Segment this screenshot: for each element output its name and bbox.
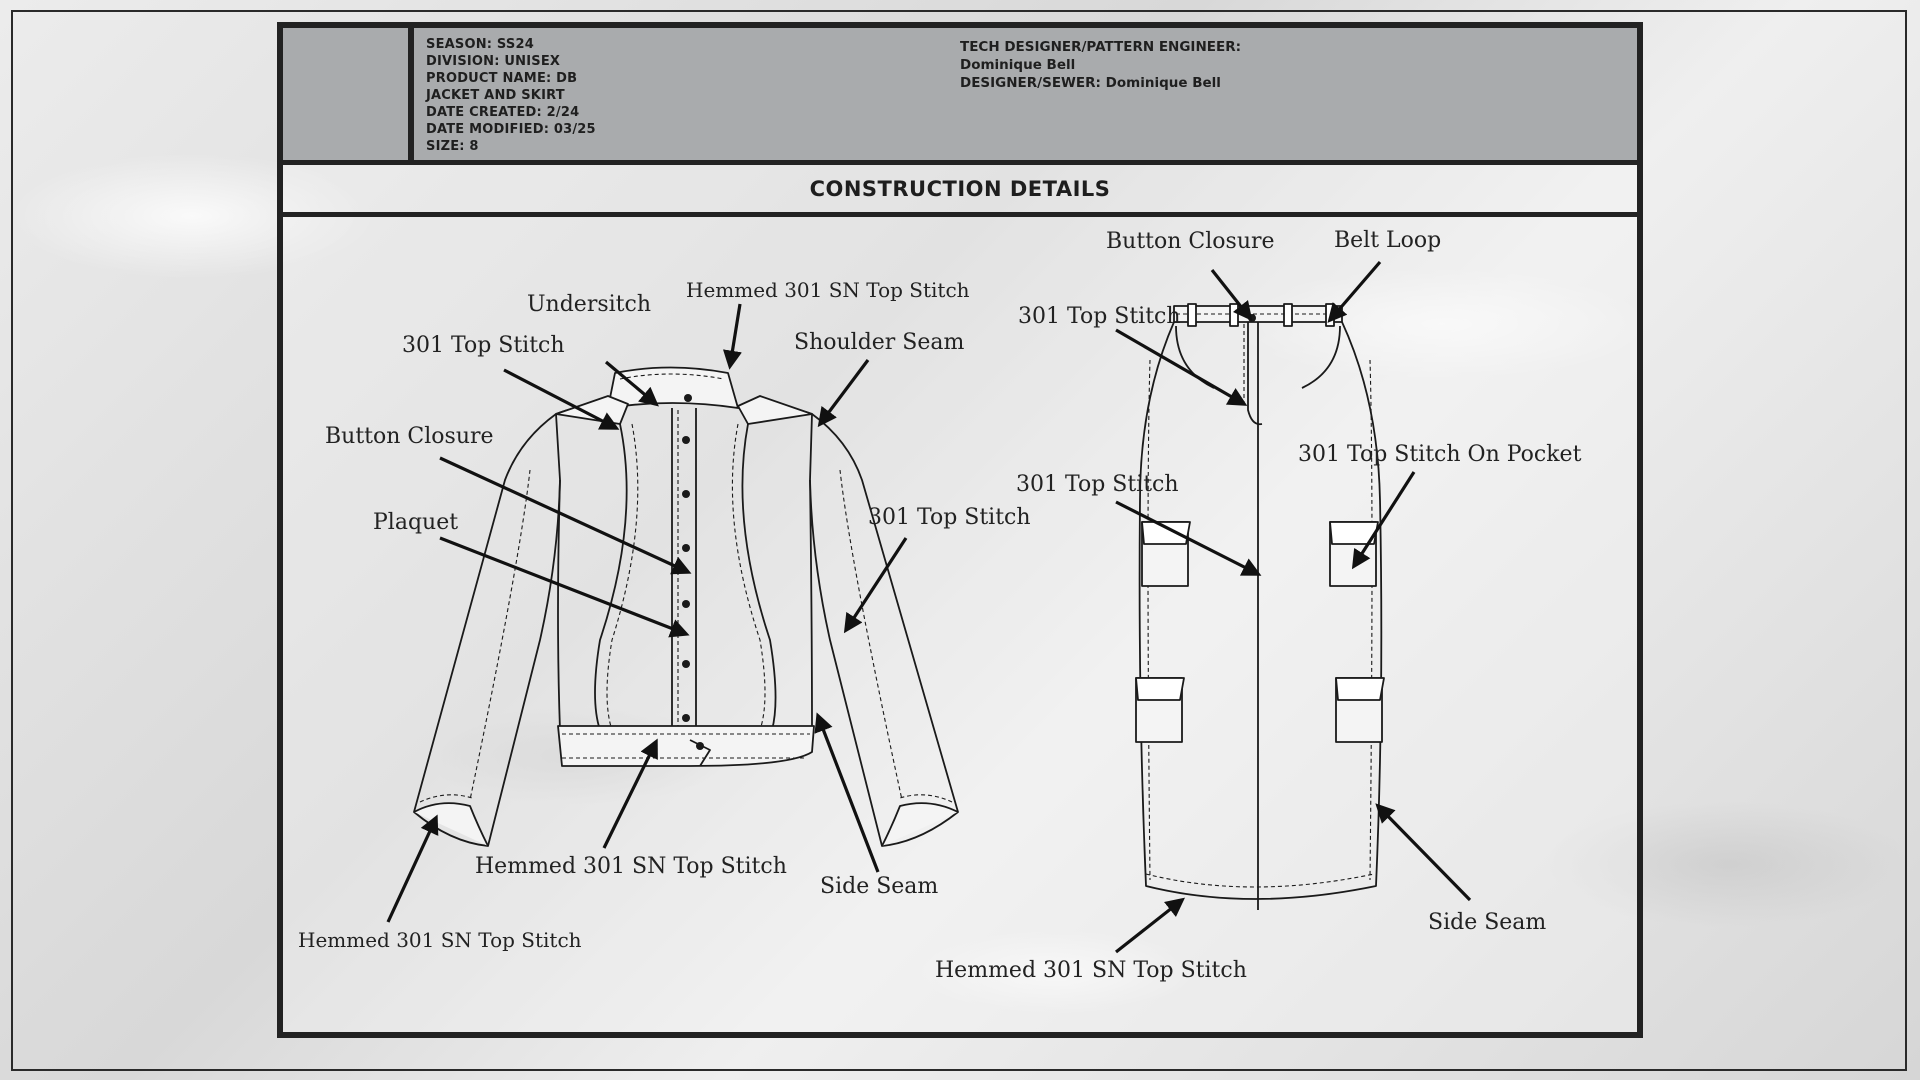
tech-designer-label: TECH DESIGNER/PATTERN ENGINEER: <box>960 39 1241 55</box>
label-hemmed-cuff: Hemmed 301 SN Top Stitch <box>298 928 582 952</box>
tech-designer-name: Dominique Bell <box>960 57 1076 73</box>
callout-arrows <box>388 262 1470 952</box>
division-line: DIVISION: UNISEX <box>426 54 561 69</box>
product-name-line: PRODUCT NAME: DB <box>426 71 578 86</box>
label-shoulder-seam: Shoulder Seam <box>794 330 965 355</box>
date-modified-line: DATE MODIFIED: 03/25 <box>426 122 596 137</box>
label-belt-loop: Belt Loop <box>1334 228 1442 253</box>
label-top-stitch-pocket: 301 Top Stitch On Pocket <box>1298 442 1582 467</box>
season-line: SEASON: SS24 <box>426 37 534 52</box>
label-skirt-top-stitch-center: 301 Top Stitch <box>1016 472 1179 497</box>
label-top-stitch-sleeve: 301 Top Stitch <box>868 505 1031 530</box>
label-undersitch: Undersitch <box>527 292 651 317</box>
label-skirt-side-seam: Side Seam <box>1428 910 1547 935</box>
skirt-drawing <box>1136 304 1384 910</box>
date-created-line: DATE CREATED: 2/24 <box>426 105 580 120</box>
label-plaquet: Plaquet <box>373 510 459 535</box>
designer-sewer-line: DESIGNER/SEWER: Dominique Bell <box>960 75 1221 91</box>
label-hemmed-waistband: Hemmed 301 SN Top Stitch <box>475 854 787 879</box>
label-skirt-hemmed: Hemmed 301 SN Top Stitch <box>935 958 1247 983</box>
label-top-stitch-left: 301 Top Stitch <box>402 333 565 358</box>
label-skirt-button-closure: Button Closure <box>1106 229 1275 254</box>
label-hemmed-collar: Hemmed 301 SN Top Stitch <box>686 278 970 302</box>
label-side-seam-jacket: Side Seam <box>820 874 939 899</box>
size-line: SIZE: 8 <box>426 139 479 154</box>
section-title: CONSTRUCTION DETAILS <box>809 176 1111 201</box>
product-name-cont-line: JACKET AND SKIRT <box>426 88 565 103</box>
label-button-closure: Button Closure <box>325 424 494 449</box>
label-skirt-top-stitch-waist: 301 Top Stitch <box>1018 304 1181 329</box>
